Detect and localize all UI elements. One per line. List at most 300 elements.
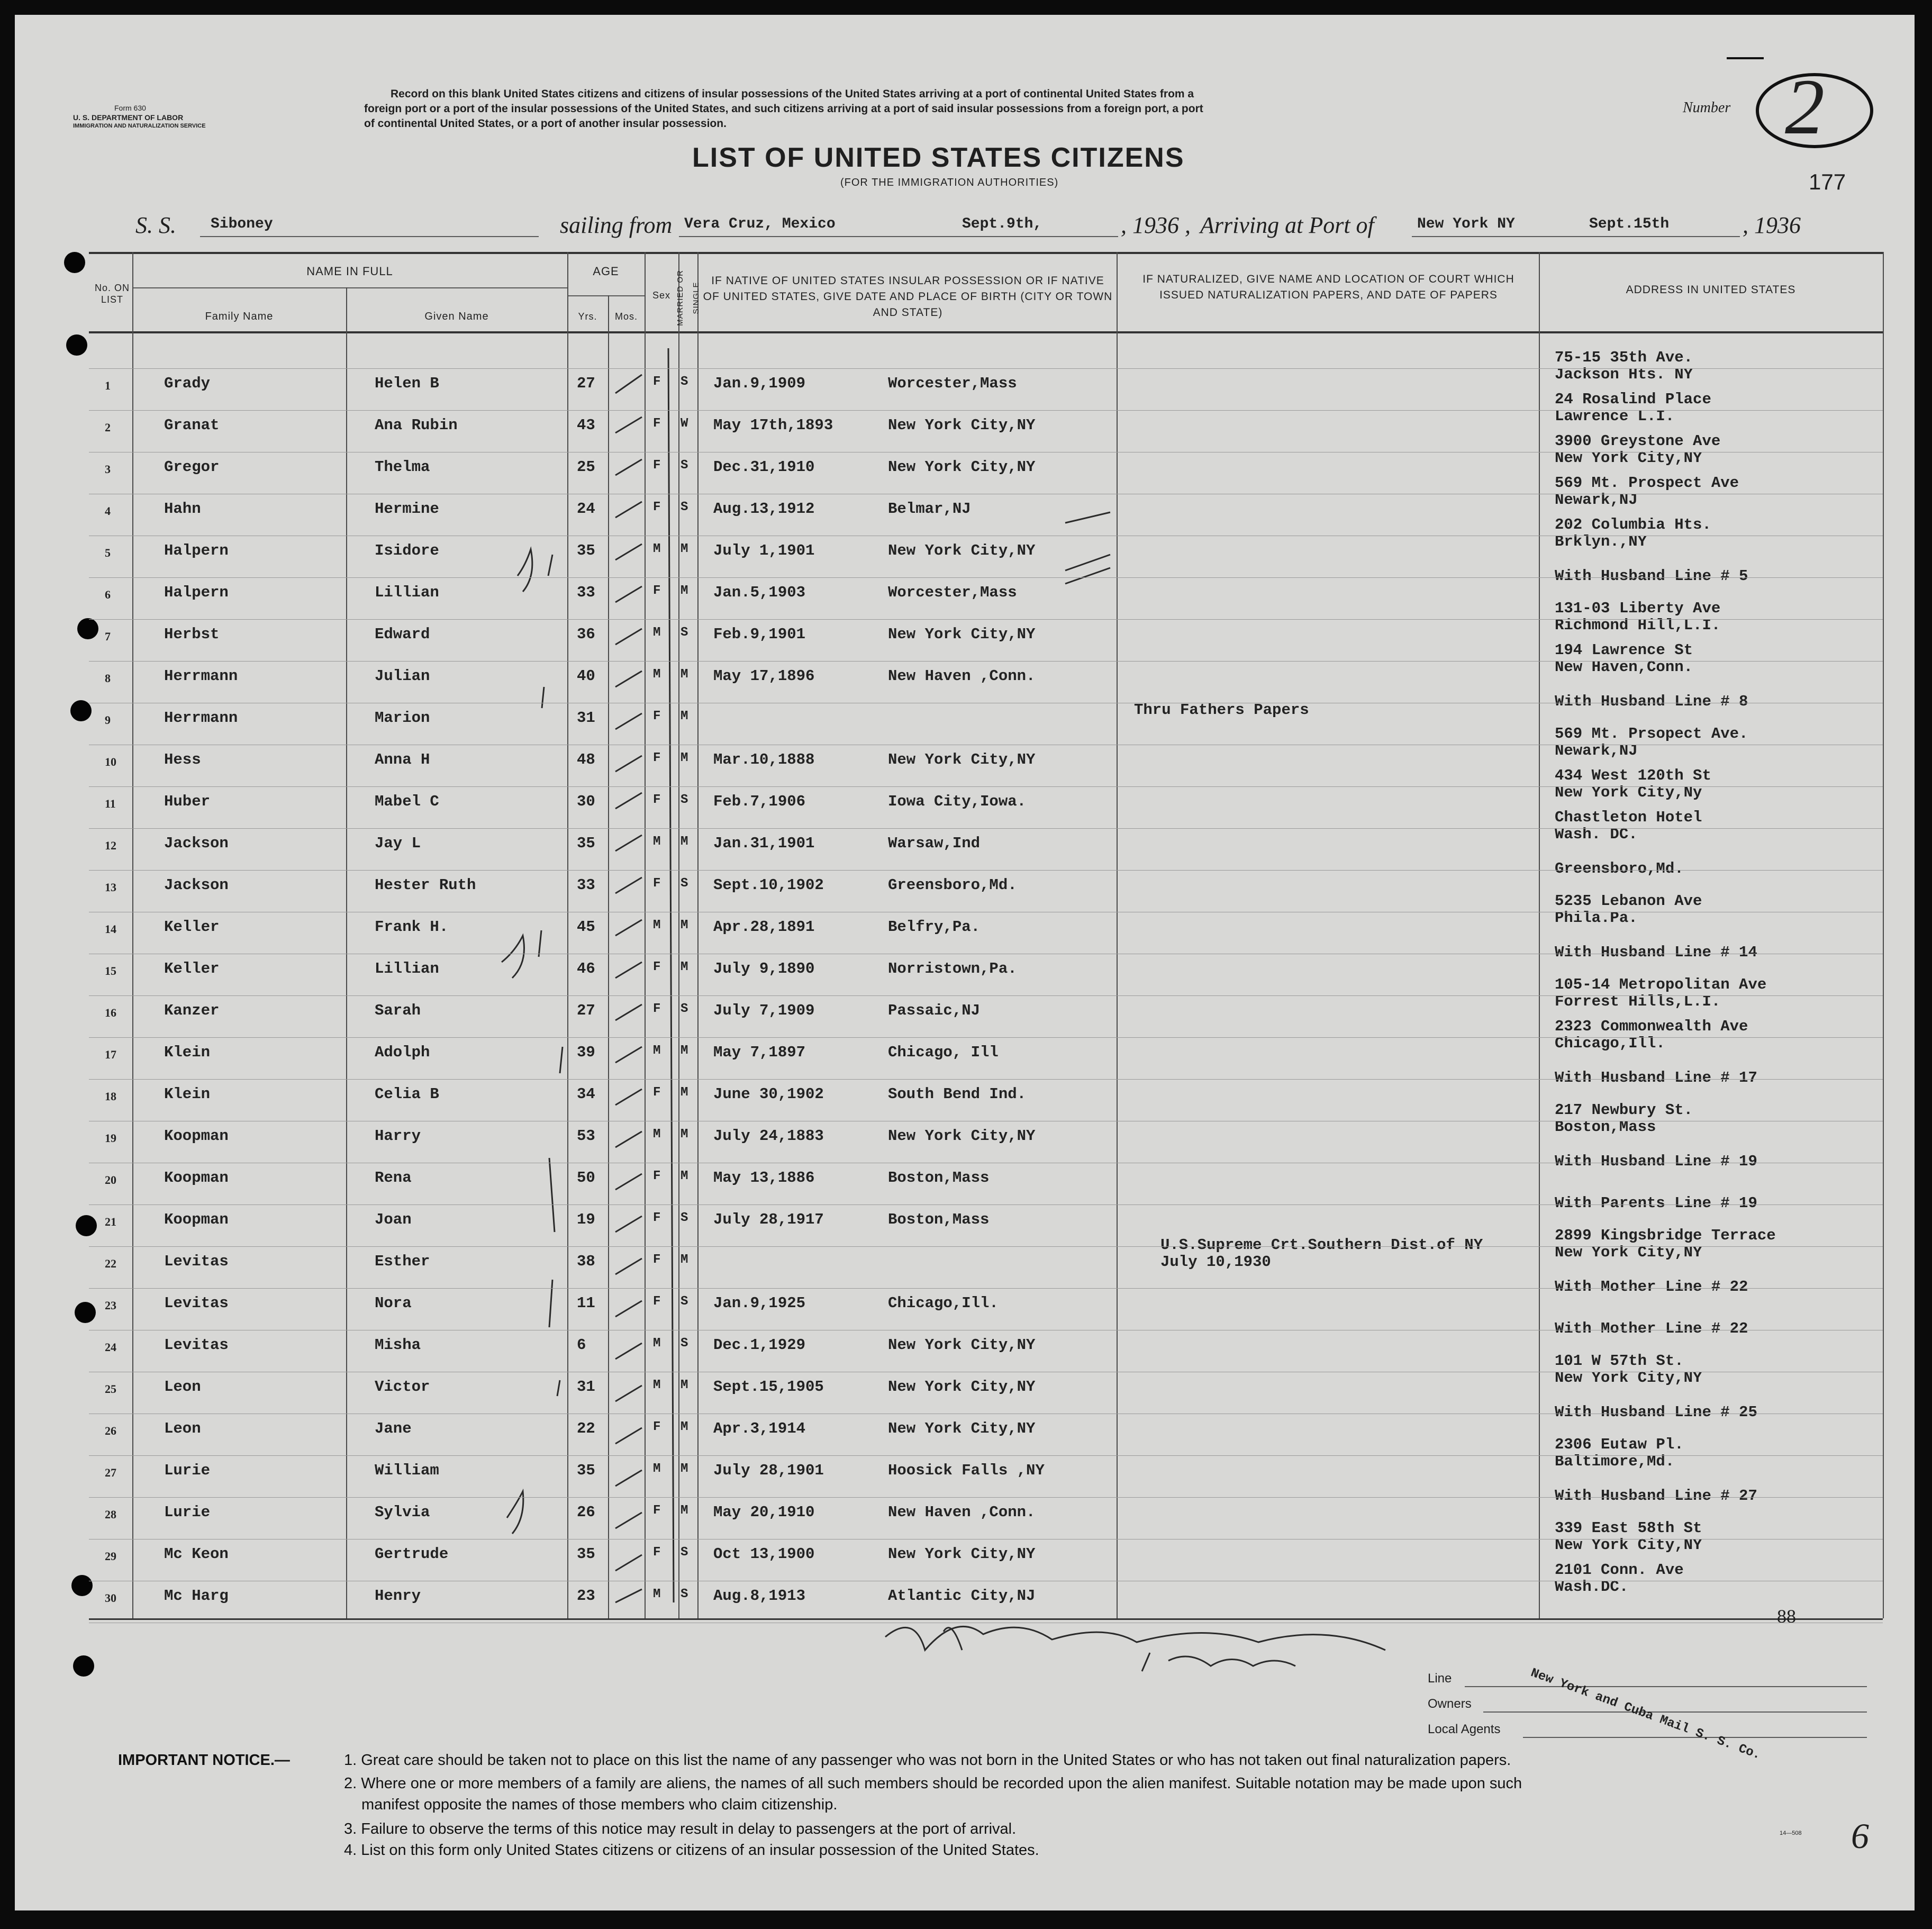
- row-number: 17: [105, 1048, 116, 1061]
- address-line: 202 Columbia Hts.: [1555, 516, 1711, 533]
- age-years: 35: [577, 1462, 595, 1479]
- birth-date: July 24,1883: [713, 1127, 824, 1145]
- marital-status: M: [681, 1127, 688, 1142]
- address-line: With Husband Line # 14: [1555, 944, 1757, 961]
- age-years: 27: [577, 1002, 595, 1019]
- arriving-label: Arriving at Port of: [1200, 212, 1374, 238]
- given-name: Anna H: [375, 751, 430, 768]
- marital-status: S: [681, 793, 688, 807]
- col-header-mos: Mos.: [614, 311, 638, 322]
- arrival-date: Sept.15th: [1589, 216, 1670, 232]
- family-name: Halpern: [164, 584, 229, 601]
- age-years: 48: [577, 751, 595, 768]
- row-number: 19: [105, 1131, 116, 1145]
- birth-date: June 30,1902: [713, 1085, 824, 1103]
- number-value: 2: [1785, 63, 1825, 151]
- family-name: Lurie: [164, 1462, 211, 1479]
- notice-item-1: 1. Great care should be taken not to place on this list the name of any passenger who was not born in the United States or who has not taken out final naturalization papers.: [344, 1752, 1511, 1769]
- row-number: 2: [105, 421, 111, 434]
- birth-place: New Haven ,Conn.: [888, 667, 1036, 685]
- marital-status: M: [681, 1420, 688, 1434]
- age-years: 30: [577, 793, 595, 810]
- address-line: With Parents Line # 19: [1555, 1194, 1757, 1212]
- family-name: Levitas: [164, 1253, 229, 1270]
- sex: M: [653, 626, 661, 640]
- row-number: 20: [105, 1173, 116, 1187]
- row-number: 22: [105, 1257, 116, 1270]
- row-number: 13: [105, 881, 116, 894]
- line-stamp: New York and Cuba Mail S. S. Co.: [1528, 1666, 1763, 1763]
- address-line: New Haven,Conn.: [1555, 658, 1693, 676]
- age-years: 11: [577, 1294, 595, 1312]
- row-rule: [89, 1037, 1883, 1038]
- birth-date: May 7,1897: [713, 1044, 806, 1061]
- row-number: 7: [105, 630, 111, 643]
- row-number: 30: [105, 1591, 116, 1605]
- family-name: Levitas: [164, 1294, 229, 1312]
- sex: F: [653, 1504, 661, 1518]
- page-mark: 6: [1851, 1816, 1869, 1856]
- birth-date: Jan.9,1909: [713, 375, 806, 392]
- col-header-name-in-full: NAME IN FULL: [306, 265, 393, 278]
- row-rule: [89, 1497, 1883, 1498]
- notice-item-2: 2. Where one or more members of a family are aliens, the names of all such members should be recorded upon the alien manifest. Suitable notation may be made upon such: [344, 1775, 1522, 1792]
- sex: F: [653, 709, 661, 723]
- row-number: 12: [105, 839, 116, 852]
- given-name: Edward: [375, 626, 430, 643]
- family-name: Jackson: [164, 835, 229, 852]
- given-name: Henry: [375, 1587, 421, 1605]
- service-name: IMMIGRATION AND NATURALIZATION SERVICE: [73, 123, 206, 129]
- family-name: Koopman: [164, 1169, 229, 1187]
- instructions-line-3: of continental United States, or a port of another insular possession.: [364, 117, 727, 130]
- birth-date: Feb.7,1906: [713, 793, 806, 810]
- col-header-no: No. ON LIST: [94, 283, 130, 305]
- given-name: Marion: [375, 709, 430, 727]
- birth-date: Dec.1,1929: [713, 1336, 806, 1354]
- birth-date: July 7,1909: [713, 1002, 815, 1019]
- birth-place: New York City,NY: [888, 1336, 1036, 1354]
- given-name: Harry: [375, 1127, 421, 1145]
- marital-status: M: [681, 918, 688, 932]
- birth-place: Norristown,Pa.: [888, 960, 1017, 977]
- address-line: Wash.DC.: [1555, 1578, 1629, 1596]
- address-line: Forrest Hills,L.I.: [1555, 993, 1721, 1010]
- col-header-given-name: Given Name: [424, 311, 489, 322]
- family-name: Lurie: [164, 1504, 211, 1521]
- col-header-age: AGE: [593, 265, 619, 278]
- owners-underline: [1483, 1711, 1867, 1713]
- given-name: Thelma: [375, 458, 430, 476]
- address-line: 101 W 57th St.: [1555, 1352, 1684, 1370]
- family-name: Mc Harg: [164, 1587, 229, 1605]
- age-years: 35: [577, 1545, 595, 1563]
- address-line: New York City,Ny: [1555, 784, 1702, 801]
- age-years: 31: [577, 1378, 595, 1396]
- address-line: New York City,NY: [1555, 1369, 1702, 1387]
- address-line: Greensboro,Md.: [1555, 860, 1684, 877]
- marital-status: M: [681, 1169, 688, 1183]
- given-name: Adolph: [375, 1044, 430, 1061]
- sex: M: [653, 1127, 661, 1142]
- address-line: Newark,NJ: [1555, 491, 1638, 509]
- row-number: 21: [105, 1215, 116, 1228]
- address-line: Newark,NJ: [1555, 742, 1638, 759]
- family-name: Koopman: [164, 1127, 229, 1145]
- age-years: 19: [577, 1211, 595, 1228]
- sex: F: [653, 1294, 661, 1309]
- col-header-family-name: Family Name: [205, 311, 274, 322]
- address-line: 3900 Greystone Ave: [1555, 432, 1721, 450]
- age-years: 39: [577, 1044, 595, 1061]
- sailing-year: , 1936 ,: [1121, 212, 1191, 238]
- row-rule: [89, 870, 1883, 871]
- row-number: 28: [105, 1508, 116, 1521]
- address-line: With Husband Line # 19: [1555, 1153, 1757, 1170]
- marital-status: S: [681, 626, 688, 640]
- row-rule: [89, 577, 1883, 578]
- sailing-from-port: Vera Cruz, Mexico: [684, 216, 836, 232]
- row-number: 9: [105, 713, 111, 727]
- address-line: 217 Newbury St.: [1555, 1101, 1693, 1119]
- marital-status: M: [681, 960, 688, 974]
- birth-date: Jan.9,1925: [713, 1294, 806, 1312]
- department-name: U. S. DEPARTMENT OF LABOR: [73, 113, 184, 122]
- given-name: Jay L: [375, 835, 421, 852]
- birth-place: New York City,NY: [888, 751, 1036, 768]
- birth-date: Jan.5,1903: [713, 584, 806, 601]
- form-number: Form 630: [114, 104, 146, 112]
- birth-date: July 28,1901: [713, 1462, 824, 1479]
- row-rule: [89, 661, 1883, 662]
- row-number: 3: [105, 463, 111, 476]
- address-line: Lawrence L.I.: [1555, 407, 1675, 425]
- given-name: Helen B: [375, 375, 439, 392]
- address-line: 24 Rosalind Place: [1555, 391, 1711, 408]
- row-number: 1: [105, 379, 111, 392]
- age-years: 35: [577, 835, 595, 852]
- address-line: 2899 Kingsbridge Terrace: [1555, 1227, 1776, 1244]
- given-name: Mabel C: [375, 793, 439, 810]
- address-line: 2101 Conn. Ave: [1555, 1561, 1684, 1579]
- given-name: Lillian: [375, 960, 439, 977]
- sailing-from-label: sailing from: [560, 212, 673, 238]
- marital-status: S: [681, 500, 688, 514]
- birth-date: Oct 13,1900: [713, 1545, 815, 1563]
- row-number: 18: [105, 1090, 116, 1103]
- row-number: 11: [105, 797, 116, 810]
- birth-place: Worcester,Mass: [888, 584, 1017, 601]
- birth-place: New York City,NY: [888, 542, 1036, 559]
- owners-label: Owners: [1428, 1697, 1472, 1711]
- age-years: 50: [577, 1169, 595, 1187]
- age-years: 36: [577, 626, 595, 643]
- address-line: New York City,NY: [1555, 1536, 1702, 1554]
- sex: F: [653, 1085, 661, 1100]
- form-code: 14—508: [1780, 1830, 1802, 1836]
- marital-status: M: [681, 667, 688, 682]
- age-years: 38: [577, 1253, 595, 1270]
- birth-place: Worcester,Mass: [888, 375, 1017, 392]
- family-name: Grady: [164, 375, 211, 392]
- row-number: 16: [105, 1006, 116, 1019]
- ship-name: Siboney: [211, 216, 273, 232]
- address-line: With Husband Line # 5: [1555, 567, 1748, 585]
- local-agents-label: Local Agents: [1428, 1722, 1501, 1736]
- birth-place: Greensboro,Md.: [888, 876, 1017, 894]
- row-number: 14: [105, 922, 116, 936]
- marital-status: S: [681, 1002, 688, 1016]
- row-number: 26: [105, 1424, 116, 1437]
- birth-place: New York City,NY: [888, 416, 1036, 434]
- row-number: 4: [105, 504, 111, 518]
- address-line: With Mother Line # 22: [1555, 1320, 1748, 1337]
- given-name: Ana Rubin: [375, 416, 458, 434]
- address-line: 75-15 35th Ave.: [1555, 349, 1693, 366]
- family-name: Herbst: [164, 626, 220, 643]
- family-name: Hess: [164, 751, 201, 768]
- address-line: With Husband Line # 17: [1555, 1069, 1757, 1086]
- col-header-naturalized: IF NATURALIZED, GIVE NAME AND LOCATION OF COURT WHICH ISSUED NATURALIZATION PAPERS, AND DATE OF PAPERS: [1142, 273, 1514, 301]
- birth-place: New Haven ,Conn.: [888, 1504, 1036, 1521]
- row-rule: [89, 786, 1883, 787]
- sex: F: [653, 793, 661, 807]
- sex: M: [653, 1378, 661, 1392]
- family-name: Mc Keon: [164, 1545, 229, 1563]
- notice-item-4: 4. List on this form only United States citizens or citizens of an insular possession of the United States.: [344, 1842, 1039, 1859]
- sex: F: [653, 1002, 661, 1016]
- age-years: 35: [577, 542, 595, 559]
- birth-date: Aug.13,1912: [713, 500, 815, 518]
- row-rule: [89, 1288, 1883, 1289]
- age-years: 43: [577, 416, 595, 434]
- given-name: Gertrude: [375, 1545, 449, 1563]
- family-name: Keller: [164, 960, 220, 977]
- sex: F: [653, 1253, 661, 1267]
- marital-status: M: [681, 751, 688, 765]
- address-line: 339 East 58th St: [1555, 1519, 1702, 1537]
- marital-status: M: [681, 542, 688, 556]
- sex: F: [653, 1420, 661, 1434]
- sex: F: [653, 1545, 661, 1560]
- age-years: 25: [577, 458, 595, 476]
- birth-date: Jan.31,1901: [713, 835, 815, 852]
- birth-place: Iowa City,Iowa.: [888, 793, 1027, 810]
- age-years: 6: [577, 1336, 586, 1354]
- birth-place: New York City,NY: [888, 458, 1036, 476]
- birth-date: May 17,1896: [713, 667, 815, 685]
- marital-status: M: [681, 1378, 688, 1392]
- arrival-year: , 1936: [1743, 212, 1801, 238]
- birth-date: July 9,1890: [713, 960, 815, 977]
- age-years: 46: [577, 960, 595, 977]
- notice-item-3: 3. Failure to observe the terms of this notice may result in delay to passengers at the port of arrival.: [344, 1821, 1017, 1837]
- address-line: 194 Lawrence St: [1555, 641, 1693, 659]
- naturalization-line: Thru Fathers Papers: [1134, 701, 1309, 719]
- row-number: 5: [105, 546, 111, 559]
- col-header-sex: Sex: [652, 290, 671, 301]
- arrival-port: New York NY: [1417, 216, 1515, 232]
- family-name: Herrmann: [164, 667, 238, 685]
- birth-date: Sept.15,1905: [713, 1378, 824, 1396]
- age-years: 34: [577, 1085, 595, 1103]
- marital-status: M: [681, 1462, 688, 1476]
- address-line: 131-03 Liberty Ave: [1555, 600, 1721, 617]
- birth-place: Chicago,Ill.: [888, 1294, 999, 1312]
- birth-date: Apr.28,1891: [713, 918, 815, 936]
- birth-place: Boston,Mass: [888, 1211, 990, 1228]
- birth-date: May 20,1910: [713, 1504, 815, 1521]
- address-line: 2323 Commonwealth Ave: [1555, 1018, 1748, 1035]
- birth-place: New York City,NY: [888, 1127, 1036, 1145]
- birth-date: Sept.10,1902: [713, 876, 824, 894]
- sailing-date: Sept.9th,: [962, 216, 1042, 232]
- marital-status: S: [681, 1211, 688, 1225]
- ship-prefix: S. S.: [135, 212, 176, 238]
- given-name: William: [375, 1462, 439, 1479]
- birth-date: May 17th,1893: [713, 416, 833, 434]
- given-name: Lillian: [375, 584, 439, 601]
- age-years: 31: [577, 709, 595, 727]
- address-line: 5235 Lebanon Ave: [1555, 892, 1702, 910]
- handwritten-marks: [15, 15, 1915, 1910]
- birth-date: Feb.9,1901: [713, 626, 806, 643]
- marital-status: M: [681, 1504, 688, 1518]
- birth-date: Mar.10,1888: [713, 751, 815, 768]
- address-line: With Husband Line # 25: [1555, 1403, 1757, 1421]
- count-88: 88: [1777, 1606, 1796, 1627]
- address-line: New York City,NY: [1555, 1244, 1702, 1261]
- marital-status: M: [681, 584, 688, 598]
- address-line: Chicago,Ill.: [1555, 1035, 1665, 1052]
- birth-place: Warsaw,Ind: [888, 835, 981, 852]
- row-rule: [89, 995, 1883, 996]
- given-name: Misha: [375, 1336, 421, 1354]
- birth-place: Atlantic City,NJ: [888, 1587, 1036, 1605]
- birth-place: Passaic,NJ: [888, 1002, 981, 1019]
- family-name: Keller: [164, 918, 220, 936]
- birth-date: Apr.3,1914: [713, 1420, 806, 1437]
- sex: M: [653, 1044, 661, 1058]
- family-name: Klein: [164, 1085, 211, 1103]
- given-name: Victor: [375, 1378, 430, 1396]
- row-number: 15: [105, 964, 116, 977]
- row-number: 24: [105, 1341, 116, 1354]
- sex: F: [653, 876, 661, 891]
- sex: M: [653, 542, 661, 556]
- family-name: Klein: [164, 1044, 211, 1061]
- col-header-address: ADDRESS IN UNITED STATES: [1626, 284, 1796, 296]
- sex: F: [653, 584, 661, 598]
- age-years: 33: [577, 584, 595, 601]
- sex: M: [653, 835, 661, 849]
- family-name: Leon: [164, 1420, 201, 1437]
- birth-place: Hoosick Falls ,NY: [888, 1462, 1045, 1479]
- line-label: Line: [1428, 1671, 1452, 1686]
- family-name: Huber: [164, 793, 211, 810]
- given-name: Nora: [375, 1294, 412, 1312]
- number-label: Number: [1683, 99, 1731, 116]
- family-name: Leon: [164, 1378, 201, 1396]
- address-line: New York City,NY: [1555, 449, 1702, 467]
- address-line: Richmond Hill,L.I.: [1555, 617, 1721, 634]
- row-rule: [89, 619, 1883, 620]
- birth-place: Belfry,Pa.: [888, 918, 981, 936]
- given-name: Frank H.: [375, 918, 449, 936]
- marital-status: M: [681, 1044, 688, 1058]
- marital-status: S: [681, 1545, 688, 1560]
- age-years: 45: [577, 918, 595, 936]
- address-line: Boston,Mass: [1555, 1118, 1656, 1136]
- page-subtitle: (FOR THE IMMIGRATION AUTHORITIES): [840, 177, 1059, 188]
- sex: M: [653, 667, 661, 682]
- sex: F: [653, 375, 661, 389]
- instructions-line-1: Record on this blank United States citizens and citizens of insular possessions of the United States arriving at a port of continental United States from a: [391, 88, 1194, 100]
- sex: M: [653, 918, 661, 932]
- birth-place: South Bend Ind.: [888, 1085, 1027, 1103]
- marital-status: S: [681, 458, 688, 473]
- sex: F: [653, 1211, 661, 1225]
- address-line: 569 Mt. Prsopect Ave.: [1555, 725, 1748, 742]
- stamp-177: 177: [1809, 169, 1846, 194]
- col-header-yrs: Yrs.: [578, 311, 597, 322]
- sex: F: [653, 751, 661, 765]
- address-line: Wash. DC.: [1555, 826, 1638, 843]
- marital-status: S: [681, 1336, 688, 1351]
- given-name: Hermine: [375, 500, 439, 518]
- birth-place: New York City,NY: [888, 626, 1036, 643]
- address-line: 434 West 120th St: [1555, 767, 1711, 784]
- naturalization-line: July 10,1930: [1160, 1253, 1271, 1271]
- family-name: Gregor: [164, 458, 220, 476]
- row-rule: [89, 368, 1883, 369]
- manifest-page: [15, 15, 1915, 1910]
- age-years: 33: [577, 876, 595, 894]
- given-name: Isidore: [375, 542, 439, 559]
- sex: F: [653, 458, 661, 473]
- marital-status: S: [681, 876, 688, 891]
- birth-place: Chicago, Ill: [888, 1044, 999, 1061]
- address-line: Chastleton Hotel: [1555, 809, 1702, 826]
- sex: M: [653, 1462, 661, 1476]
- row-rule: [89, 410, 1883, 411]
- family-name: Levitas: [164, 1336, 229, 1354]
- row-rule: [89, 1079, 1883, 1080]
- birth-place: Boston,Mass: [888, 1169, 990, 1187]
- birth-place: New York City,NY: [888, 1378, 1036, 1396]
- row-rule: [89, 1246, 1883, 1247]
- row-number: 23: [105, 1299, 116, 1312]
- marital-status: M: [681, 709, 688, 723]
- birth-date: Aug.8,1913: [713, 1587, 806, 1605]
- birth-date: May 13,1886: [713, 1169, 815, 1187]
- birth-place: Belmar,NJ: [888, 500, 971, 518]
- address-line: Phila.Pa.: [1555, 909, 1638, 927]
- row-number: 10: [105, 755, 116, 768]
- family-name: Koopman: [164, 1211, 229, 1228]
- family-name: Kanzer: [164, 1002, 220, 1019]
- given-name: Rena: [375, 1169, 412, 1187]
- marital-status: M: [681, 835, 688, 849]
- address-line: 2306 Eutaw Pl.: [1555, 1436, 1684, 1453]
- given-name: Sylvia: [375, 1504, 430, 1521]
- age-years: 40: [577, 667, 595, 685]
- col-header-birth: IF NATIVE OF UNITED STATES INSULAR POSSESSION OR IF NATIVE OF UNITED STATES, GIVE DATE AND PLACE OF BIRTH (CITY OR TOWN AND STATE): [703, 275, 1113, 319]
- given-name: Hester Ruth: [375, 876, 476, 894]
- col-header-married-single: MARRIED OR SINGLE: [676, 270, 701, 326]
- marital-status: M: [681, 1085, 688, 1100]
- marital-status: W: [681, 416, 688, 431]
